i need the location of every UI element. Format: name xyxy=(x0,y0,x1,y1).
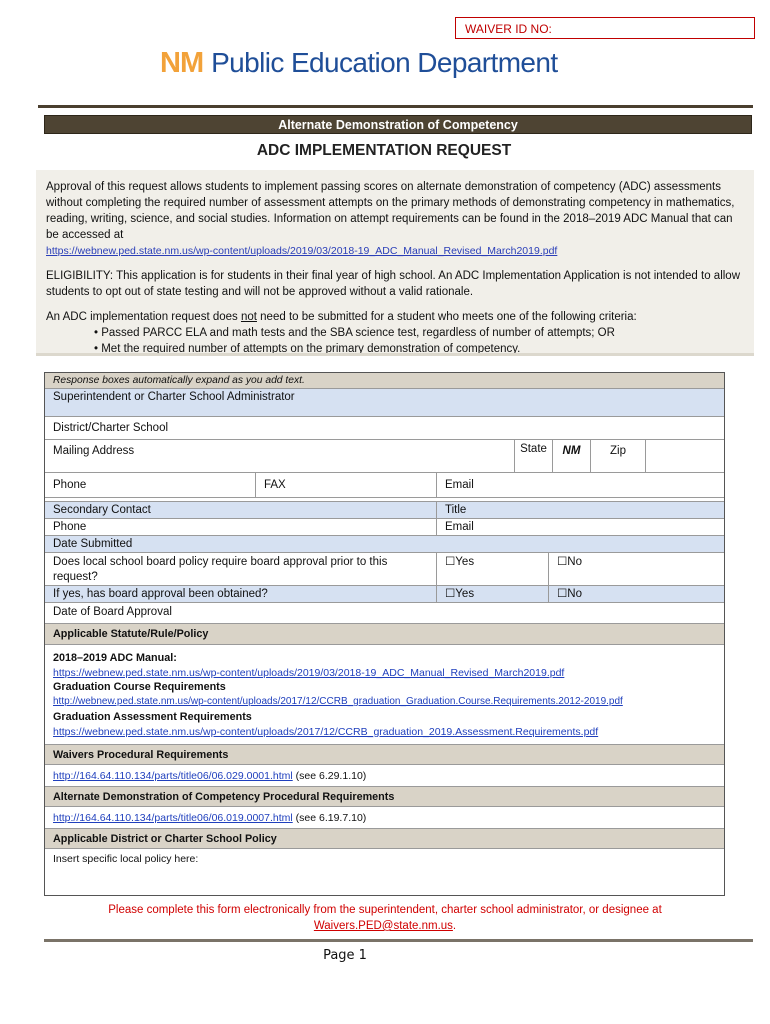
page-number: Page 1 xyxy=(323,948,367,963)
logo-department: Public Education Department xyxy=(211,47,558,78)
board-policy-question: Does local school board policy require board approval prior to this request? xyxy=(45,553,437,585)
district-policy-header: Applicable District or Charter School Policy xyxy=(53,833,277,845)
section-title-bar: Alternate Demonstration of Competency xyxy=(44,115,752,134)
adc-procedural-see: (see 6.19.7.10) xyxy=(292,812,367,824)
zip-field[interactable]: Zip xyxy=(591,440,646,472)
secondary-phone-field[interactable]: Phone xyxy=(45,519,437,535)
secondary-contact-field[interactable]: Secondary Contact xyxy=(45,502,437,518)
footer-instructions: Please complete this form electronically from the superintendent, charter school administrator, or designee at xyxy=(108,904,662,916)
title-field[interactable]: Title xyxy=(445,504,467,516)
waivers-section-header: Waivers Procedural Requirements xyxy=(53,749,229,761)
board-policy-no-checkbox[interactable]: ☐No xyxy=(557,556,583,568)
board-approval-question: If yes, has board approval been obtained? xyxy=(45,586,437,602)
board-approval-no-checkbox[interactable]: ☐No xyxy=(557,588,583,600)
phone-field[interactable]: Phone xyxy=(45,473,256,497)
intro-panel xyxy=(36,170,754,356)
grad-course-label: Graduation Course Requirements xyxy=(53,681,226,694)
grad-assessment-link[interactable]: https://webnew.ped.state.nm.us/wp-content/uploads/2017/12/CCRB_graduation_2019.Assessment.Requirements.pdf xyxy=(53,725,599,738)
zip-value[interactable] xyxy=(646,440,724,472)
date-submitted-field[interactable]: Date Submitted xyxy=(53,538,133,550)
adc-procedural-link[interactable]: http://164.64.110.134/parts/title06/06.019.0007.html xyxy=(53,812,293,824)
superintendent-field[interactable]: Superintendent or Charter School Administrator xyxy=(53,391,295,403)
waiver-id-field[interactable]: WAIVER ID NO: xyxy=(455,17,755,39)
adc-manual-link[interactable]: https://webnew.ped.state.nm.us/wp-content/uploads/2019/03/2018-19_ADC_Manual_Revised_March2019.pdf xyxy=(46,245,558,257)
manual-label: 2018–2019 ADC Manual: xyxy=(53,652,177,664)
statute-references xyxy=(45,645,724,744)
waivers-email-link[interactable]: Waivers.PED@state.nm.us xyxy=(313,920,453,932)
header-divider xyxy=(38,105,753,108)
criteria-paragraph: An ADC implementation request does not need to be submitted for a student who meets one of the following criteria: xyxy=(46,311,637,323)
board-approval-date-field[interactable]: Date of Board Approval xyxy=(53,606,172,618)
secondary-email-field[interactable]: Email xyxy=(445,521,474,533)
state-label: State xyxy=(515,440,553,472)
waivers-link[interactable]: http://164.64.110.134/parts/title06/06.029.0001.html xyxy=(53,770,293,782)
board-policy-yes-checkbox[interactable]: ☐Yes xyxy=(437,553,549,585)
state-value: NM xyxy=(553,440,591,472)
email-field[interactable]: Email xyxy=(445,479,474,491)
logo-nm: NM xyxy=(160,46,204,79)
criteria-bullet-2: • Met the required number of attempts on the primary demonstration of competency. xyxy=(94,343,521,355)
fax-field[interactable]: FAX xyxy=(256,473,437,497)
mailing-address-field[interactable]: Mailing Address xyxy=(45,440,515,472)
adc-procedural-header: Alternate Demonstration of Competency Procedural Requirements xyxy=(53,791,395,803)
form-hint: Response boxes automatically expand as you add text. xyxy=(53,375,305,386)
district-field[interactable]: District/Charter School xyxy=(53,422,169,434)
criteria-bullet-1: • Passed PARCC ELA and math tests and the SBA science test, regardless of number of attempts; OR xyxy=(94,327,615,339)
footer-note: Please complete this form electronically from the superintendent, charter school administrator, or designee at Waivers.PED@state.nm.us. xyxy=(40,902,730,934)
district-policy-field[interactable]: Insert specific local policy here: xyxy=(53,853,199,865)
ped-logo xyxy=(160,46,558,80)
eligibility-paragraph: ELIGIBILITY: This application is for students in their final year of high school. An ADC Implementation Application is not intended to allow students to opt out of state testing and will not be approved without a valid rationale. xyxy=(46,270,741,298)
statute-section-header: Applicable Statute/Rule/Policy xyxy=(53,628,209,640)
intro-paragraph: Approval of this request allows students to implement passing scores on alternate demonstration of competency (ADC) assessments without completing the required number of assessment attempts on the primary methods of demonstrating competency in mathematics, reading, writing, science, and social studies. Information on attempt requirements can be found in the 2018–2019 ADC Manual that can be accessed at xyxy=(46,181,735,241)
request-title: ADC IMPLEMENTATION REQUEST xyxy=(256,142,512,159)
grad-course-link[interactable]: http://webnew.ped.state.nm.us/wp-content/uploads/2017/12/CCRB_graduation_Graduation.Course.Requirements.2012-2019.pdf xyxy=(53,696,623,708)
footer-divider xyxy=(44,939,753,942)
grad-assessment-label: Graduation Assessment Requirements xyxy=(53,710,252,723)
waivers-see: (see 6.29.1.10) xyxy=(292,770,367,782)
manual-link[interactable]: https://webnew.ped.state.nm.us/wp-content/uploads/2019/03/2018-19_ADC_Manual_Revised_March2019.pdf xyxy=(53,666,565,679)
request-form xyxy=(44,372,725,896)
board-approval-yes-checkbox[interactable]: ☐Yes xyxy=(437,586,549,602)
